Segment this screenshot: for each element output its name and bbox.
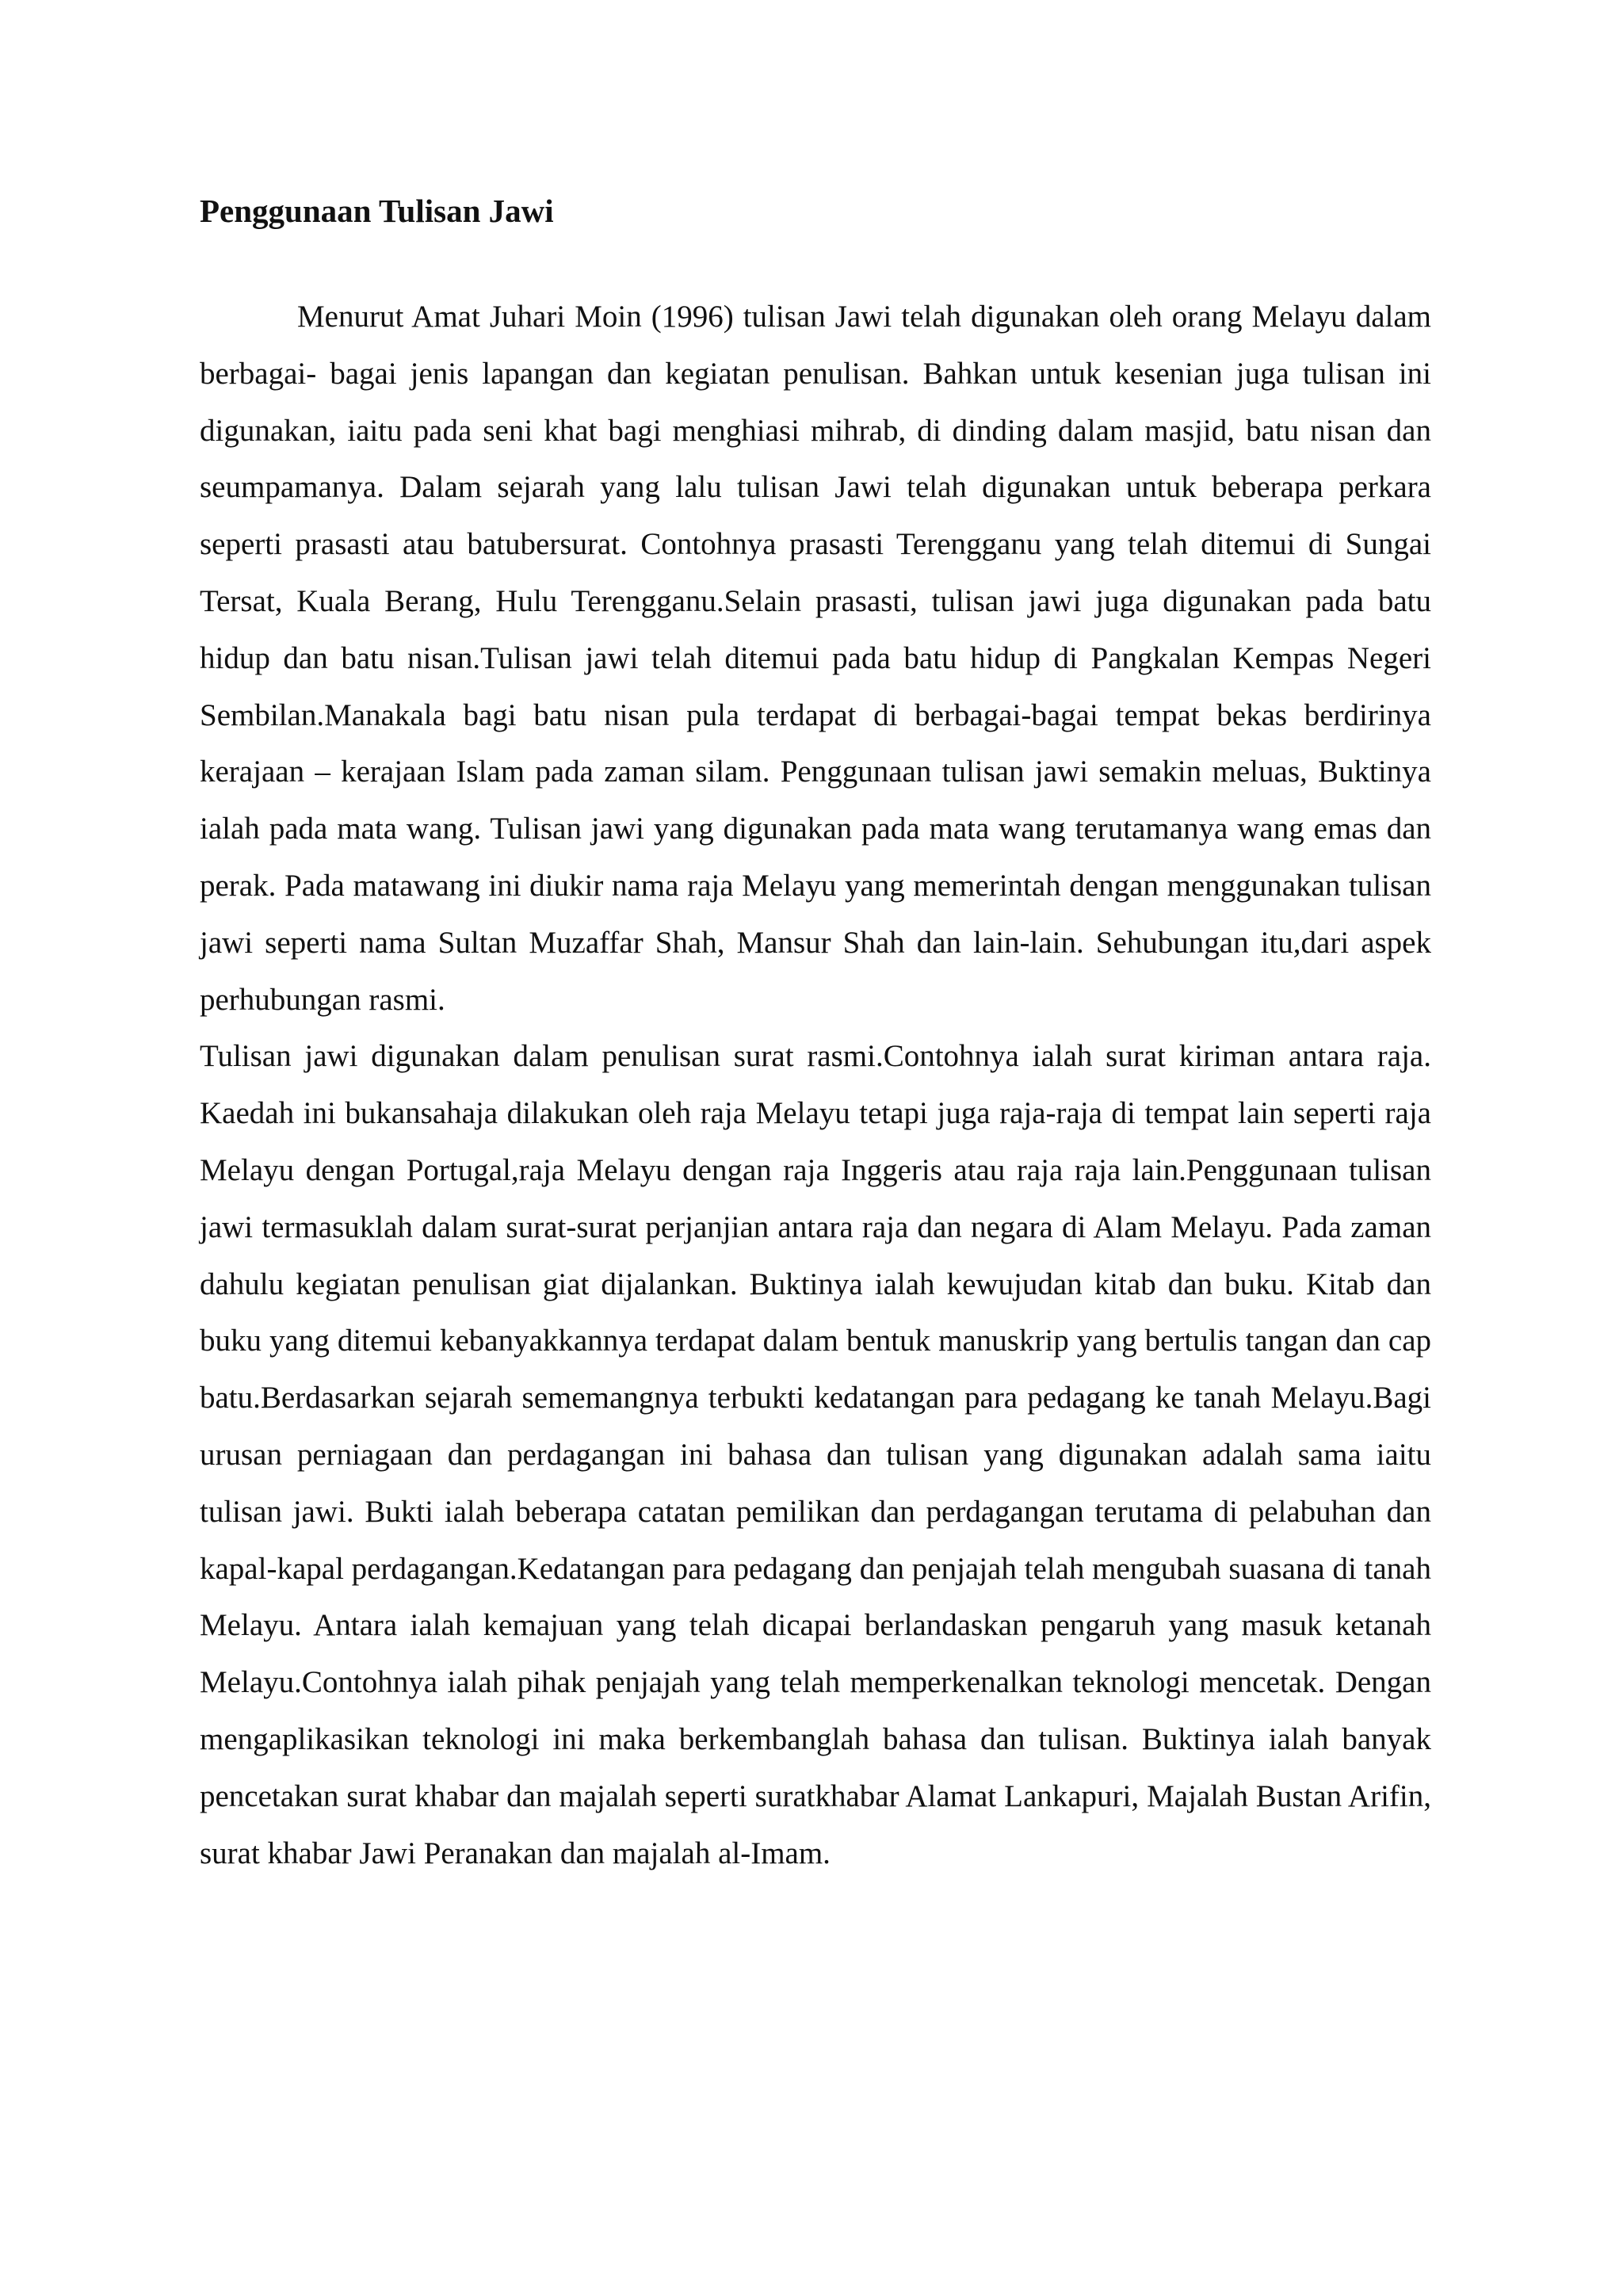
- paragraph-1: Menurut Amat Juhari Moin (1996) tulisan Jawi telah digunakan oleh orang Melayu dalam berbagai- bagai jenis lapangan dan kegiatan penulisan. Bahkan untuk kesenian juga tulisan ini digunakan, iaitu pada seni khat bagi menghiasi mihrab, di dinding dalam masjid, batu nisan dan seumpamanya. Dalam sejarah yang lalu tulisan Jawi telah digunakan untuk beberapa perkara seperti prasasti atau batubersurat. Contohnya prasasti Terengganu yang telah ditemui di Sungai Tersat, Kuala Berang, Hulu Terengganu.Selain prasasti, tulisan jawi juga digunakan pada batu hidup dan batu nisan.Tulisan jawi telah ditemui pada batu hidup di Pangkalan Kempas Negeri Sembilan.Manakala bagi batu nisan pula terdapat di berbagai-bagai tempat bekas berdirinya kerajaan – kerajaan Islam pada zaman silam. Penggunaan tulisan jawi semakin meluas, Buktinya ialah pada mata wang. Tulisan jawi yang digunakan pada mata wang terutamanya wang emas dan perak. Pada matawang ini diukir nama raja Melayu yang memerintah dengan menggunakan tulisan jawi seperti nama Sultan Muzaffar Shah, Mansur Shah dan lain-lain. Sehubungan itu,dari aspek perhubungan rasmi.: [200, 300, 1431, 1017]
- document-page: [200, 190, 1431, 1881]
- document-title: Penggunaan Tulisan Jawi: [200, 193, 554, 229]
- paragraph-2: Tulisan jawi digunakan dalam penulisan surat rasmi.Contohnya ialah surat kiriman antara raja. Kaedah ini bukansahaja dilakukan oleh raja Melayu tetapi juga raja-raja di tempat lain seperti raja Melayu dengan Portugal,raja Melayu dengan raja Inggeris atau raja raja lain.Penggunaan tulisan jawi termasuklah dalam surat-surat perjanjian antara raja dan negara di Alam Melayu. Pada zaman dahulu kegiatan penulisan giat dijalankan. Buktinya ialah kewujudan kitab dan buku. Kitab dan buku yang ditemui kebanyakkannya terdapat dalam bentuk manuskrip yang bertulis tangan dan cap batu.Berdasarkan sejarah sememangnya terbukti kedatangan para pedagang ke tanah Melayu.Bagi urusan perniagaan dan perdagangan ini bahasa dan tulisan yang digunakan adalah sama iaitu tulisan jawi. Bukti ialah beberapa catatan pemilikan dan perdagangan terutama di pelabuhan dan kapal-kapal perdagangan.Kedatangan para pedagang dan penjajah telah mengubah suasana di tanah Melayu. Antara ialah kemajuan yang telah dicapai berlandaskan pengaruh yang masuk ketanah Melayu.Contohnya ialah pihak penjajah yang telah memperkenalkan teknologi mencetak. Dengan mengaplikasikan teknologi ini maka berkembanglah bahasa dan tulisan. Buktinya ialah banyak pencetakan surat khabar dan majalah seperti suratkhabar Alamat Lankapuri, Majalah Bustan Arifin, surat khabar Jawi Peranakan dan majalah al-Imam.: [200, 1039, 1431, 1870]
